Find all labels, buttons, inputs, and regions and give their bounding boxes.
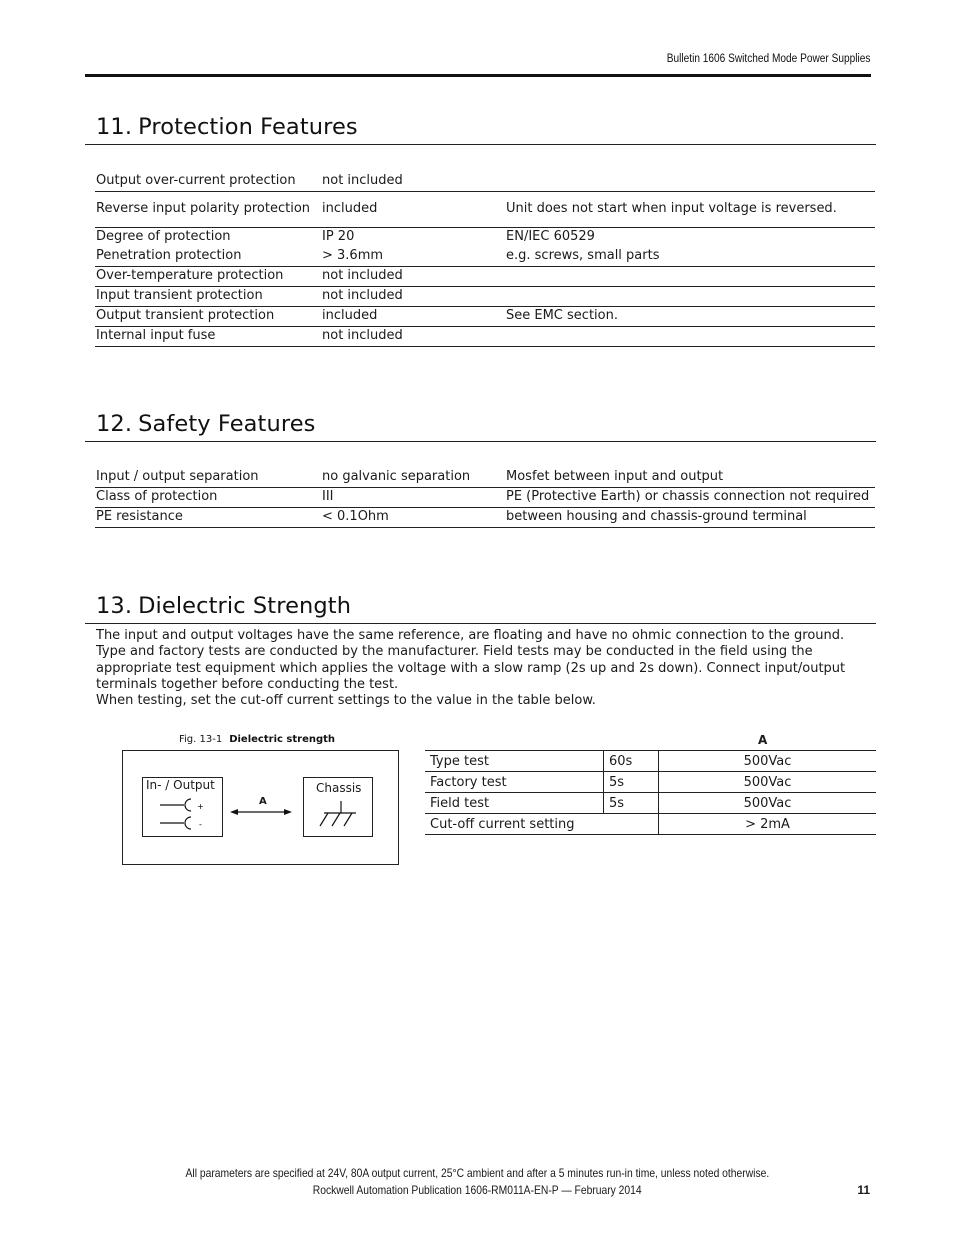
param-value: included xyxy=(321,191,505,227)
param-value: III xyxy=(321,487,505,507)
section-title: Protection Features xyxy=(138,114,358,140)
paragraph: When testing, set the cut-off current settings to the value in the table below. xyxy=(96,693,596,709)
section-number: 13. xyxy=(96,593,133,619)
figure-number: Fig. 13-1 xyxy=(179,734,223,745)
test-name: Factory test xyxy=(425,772,604,793)
param-value: no galvanic separation xyxy=(321,467,505,487)
footer-publication-text: Rockwell Automation Publication 1606-RM011A-EN-P — February 2014 xyxy=(312,1183,642,1197)
dielectric-table xyxy=(425,750,876,835)
param-name: Class of protection xyxy=(95,487,321,507)
plus-terminal-icon xyxy=(160,799,191,811)
param-name: Input / output separation xyxy=(95,467,321,487)
param-value: not included xyxy=(321,286,505,306)
chassis-ground-icon xyxy=(320,801,356,826)
plus-sign: + xyxy=(197,802,204,811)
param-note: e.g. screws, small parts xyxy=(505,246,875,266)
minus-terminal-icon xyxy=(160,817,191,829)
cutoff-label: Cut-off current setting xyxy=(425,814,659,835)
test-name: Field test xyxy=(425,793,604,814)
footer-publication xyxy=(0,1183,954,1197)
table-row xyxy=(425,814,876,835)
param-name: Degree of protection xyxy=(96,228,231,244)
param-name: Internal input fuse xyxy=(95,326,321,346)
paragraph: The input and output voltages have the same reference, are floating and have no ohmic connection to the ground. Type and factory tests are conducted by the manufacturer. Field tests may be conducted in the field using the appropriate test equipment which applies the voltage with a slow ramp (2s up and 2s down). Connect input/output terminals together before conducting the test. xyxy=(96,628,846,692)
param-value: not included xyxy=(321,326,505,346)
section-title: Dielectric Strength xyxy=(138,593,352,619)
param-note: Unit does not start when input voltage is reversed. xyxy=(505,191,875,227)
param-value: included xyxy=(321,306,505,326)
param-name: PE resistance xyxy=(95,507,321,527)
page-number: 11 xyxy=(857,1183,870,1197)
cutoff-value: > 2mA xyxy=(659,814,877,835)
param-note: Mosfet between input and output xyxy=(505,467,875,487)
bulletin-header: Bulletin 1606 Switched Mode Power Supplies xyxy=(666,53,870,65)
minus-sign: - xyxy=(199,820,202,829)
param-name: Over-temperature protection xyxy=(95,266,321,286)
param-name: Output transient protection xyxy=(95,306,321,326)
test-duration: 5s xyxy=(604,772,659,793)
param-value: not included xyxy=(321,171,505,191)
param-value: not included xyxy=(321,266,505,286)
test-name: Type test xyxy=(425,751,604,772)
param-note: between housing and chassis-ground terminal xyxy=(505,507,875,527)
in-output-label: In- / Output xyxy=(146,778,215,792)
test-voltage: 500Vac xyxy=(659,793,877,814)
param-value: IP 20 xyxy=(322,228,355,244)
param-value: < 0.1Ohm xyxy=(321,507,505,527)
column-header-a: A xyxy=(758,733,768,747)
footer-note-text: All parameters are specified at 24V, 80A output current, 25°C ambient and after a 5 minutes run-in time, unless noted otherwise. xyxy=(185,1166,769,1180)
chassis-label: Chassis xyxy=(316,781,362,795)
section-number: 11. xyxy=(96,114,133,140)
param-name: Penetration protection xyxy=(95,246,321,266)
double-arrow-icon xyxy=(230,809,292,815)
test-duration: 5s xyxy=(604,793,659,814)
section-number: 12. xyxy=(96,411,133,437)
param-note: See EMC section. xyxy=(505,306,875,326)
test-duration: 60s xyxy=(604,751,659,772)
footer-note xyxy=(0,1166,954,1180)
test-voltage: 500Vac xyxy=(659,772,877,793)
param-note: PE (Protective Earth) or chassis connection not required xyxy=(505,487,875,507)
figure-title: Dielectric strength xyxy=(229,734,336,745)
table-row xyxy=(425,793,876,814)
param-note: EN/IEC 60529 xyxy=(506,228,595,244)
param-name: Reverse input polarity protection xyxy=(95,191,321,227)
param-value: > 3.6mm xyxy=(321,246,505,266)
test-voltage: 500Vac xyxy=(659,751,877,772)
table-row xyxy=(425,751,876,772)
table-row xyxy=(425,772,876,793)
section-title: Safety Features xyxy=(138,411,316,437)
param-name: Output over-current protection xyxy=(95,171,321,191)
param-name: Input transient protection xyxy=(95,286,321,306)
test-voltage-label: A xyxy=(259,796,267,807)
